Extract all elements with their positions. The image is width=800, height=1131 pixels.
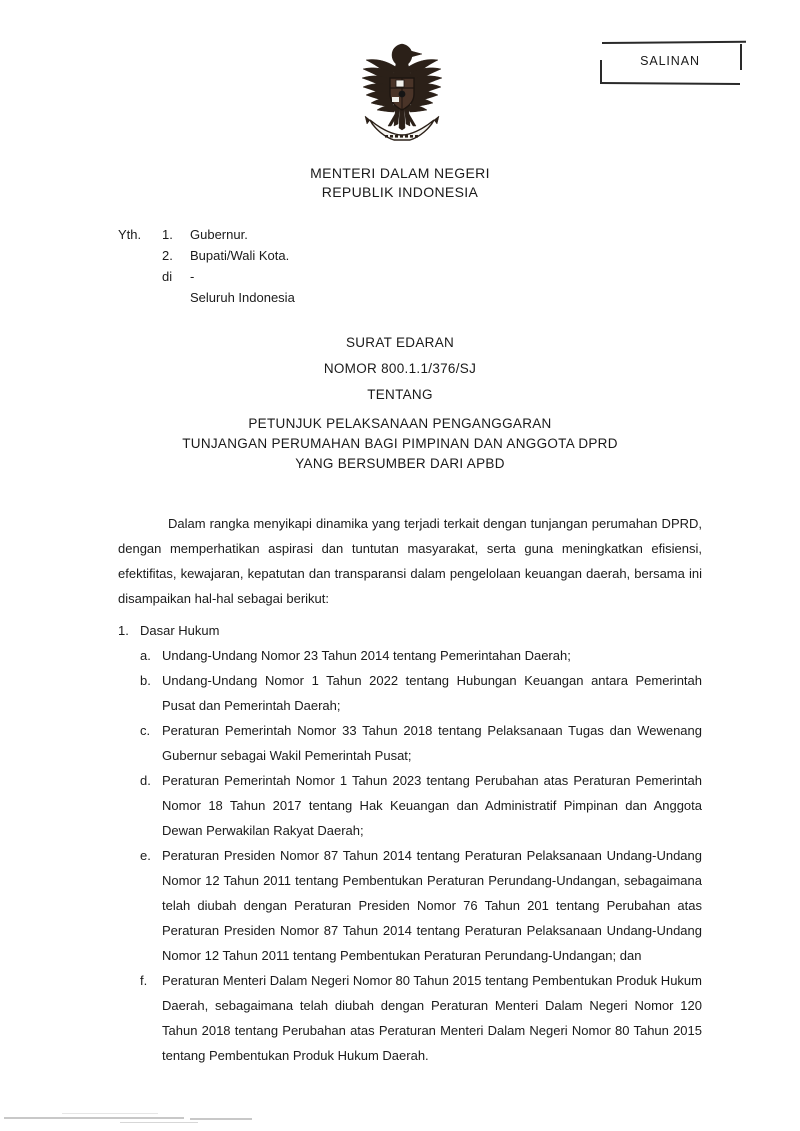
salinan-label: SALINAN <box>640 54 700 68</box>
addressee-row <box>118 245 678 266</box>
addressee-spacer <box>118 266 162 287</box>
document-number: NOMOR 800.1.1/376/SJ <box>323 361 477 376</box>
item-marker: f. <box>140 973 148 988</box>
location-marker: di <box>162 269 173 284</box>
document-type: SURAT EDARAN <box>345 335 455 350</box>
title-block <box>100 330 700 474</box>
addressee-name: Gubernur. <box>190 227 248 242</box>
item-text: Peraturan Menteri Dalam Negeri Nomor 80 Tahun 2015 tentang Pembentukan Produk Hukum Daerah, sebagaimana telah diubah dengan Peraturan Menteri Dalam Negeri Nomor 120 Tahun 2018 tentang Perubahan atas Peraturan Menteri Dalam Negeri Nomor 80 Tahun 2015 tentang Pembentukan Produk Hukum Daerah. <box>162 973 702 1063</box>
addressee-location: Seluruh Indonesia <box>190 290 295 305</box>
section-heading: Dasar Hukum <box>140 623 220 638</box>
item-marker: c. <box>140 723 151 738</box>
scan-artifact <box>190 1118 252 1120</box>
item-text: Peraturan Presiden Nomor 87 Tahun 2014 tentang Peraturan Pelaksanaan Undang-Undang Nomor 12 Tahun 2011 tentang Pembentukan Peraturan Perundang-Undangan, sebagaimana telah diubah dengan Peraturan Presiden Nomor 76 Tahun 201 tentang Perubahan atas Peraturan Presiden Nomor 87 Tahun 2014 tentang Peraturan Pelaksanaan Undang-Undang Nomor 12 Tahun 2011 tentang Pembentukan Peraturan Perundang-Undangan; dan <box>162 848 702 963</box>
addressee-name: Bupati/Wali Kota. <box>190 248 290 263</box>
list-item <box>140 768 702 843</box>
section-heading-row <box>118 618 702 643</box>
list-item <box>140 643 702 668</box>
addressee-spacer <box>118 245 162 266</box>
garuda-pancasila-emblem-icon <box>352 36 452 146</box>
item-marker: e. <box>140 848 151 863</box>
about-label: TENTANG <box>367 387 433 402</box>
list-item <box>140 668 702 718</box>
item-text: Peraturan Pemerintah Nomor 1 Tahun 2023 tentang Perubahan atas Peraturan Pemerintah Nomor 18 Tahun 2017 tentang Hak Keuangan dan Administratif Pimpinan dan Anggota Dewan Perwakilan Rakyat Daerah; <box>162 773 702 838</box>
location-dash: - <box>190 269 195 284</box>
stamp-border-bottom <box>600 82 740 85</box>
item-text: Undang-Undang Nomor 1 Tahun 2022 tentang Hubungan Keuangan antara Pemerintah Pusat dan Pemerintah Daerah; <box>162 673 702 713</box>
legal-basis-section <box>118 618 702 1068</box>
item-text: Peraturan Pemerintah Nomor 33 Tahun 2018 tentang Pelaksanaan Tugas dan Wewenang Gubernur sebagai Wakil Pemerintah Pusat; <box>162 723 702 763</box>
item-text: Undang-Undang Nomor 23 Tahun 2014 tentang Pemerintahan Daerah; <box>162 648 571 663</box>
addressee-honorific: Yth. <box>118 227 142 242</box>
item-marker: d. <box>140 773 151 788</box>
list-item <box>140 843 702 968</box>
addressee-location-row <box>118 266 678 287</box>
letterhead <box>0 164 800 202</box>
addressee-number: 1. <box>162 227 173 242</box>
addressee-block <box>118 224 678 308</box>
letterhead-line-2: REPUBLIK INDONESIA <box>321 184 479 200</box>
salinan-stamp-box <box>594 42 746 84</box>
list-item <box>140 968 702 1068</box>
addressee-row <box>118 224 678 245</box>
item-marker: b. <box>140 673 151 688</box>
scan-artifact <box>62 1113 158 1114</box>
scan-artifact <box>120 1122 198 1123</box>
letterhead-line-1: MENTERI DALAM NEGERI <box>310 165 490 181</box>
stamp-border-top <box>602 41 746 44</box>
scan-artifact <box>4 1117 184 1119</box>
section-marker: 1. <box>118 623 129 638</box>
list-item <box>140 718 702 768</box>
subject-line-3: YANG BERSUMBER DARI APBD <box>295 456 505 471</box>
legal-basis-items <box>140 643 702 1068</box>
subject-line-1: PETUNJUK PELAKSANAAN PENGANGGARAN <box>248 416 552 431</box>
opening-paragraph: Dalam rangka menyikapi dinamika yang terjadi terkait dengan tunjangan perumahan DPRD, dengan memperhatikan aspirasi dan tuntutan masyarakat, serta guna meningkatkan efisiensi, efektifitas, kewajaran, kepatutan dan transparansi dalam pengelolaan keuangan daerah, bersama ini disampaikan hal-hal sebagai berikut: <box>118 516 702 606</box>
addressee-number: 2. <box>162 248 173 263</box>
subject-line-2: TUNJANGAN PERUMAHAN BAGI PIMPINAN DAN ANGGOTA DPRD <box>182 436 618 451</box>
item-marker: a. <box>140 648 151 663</box>
